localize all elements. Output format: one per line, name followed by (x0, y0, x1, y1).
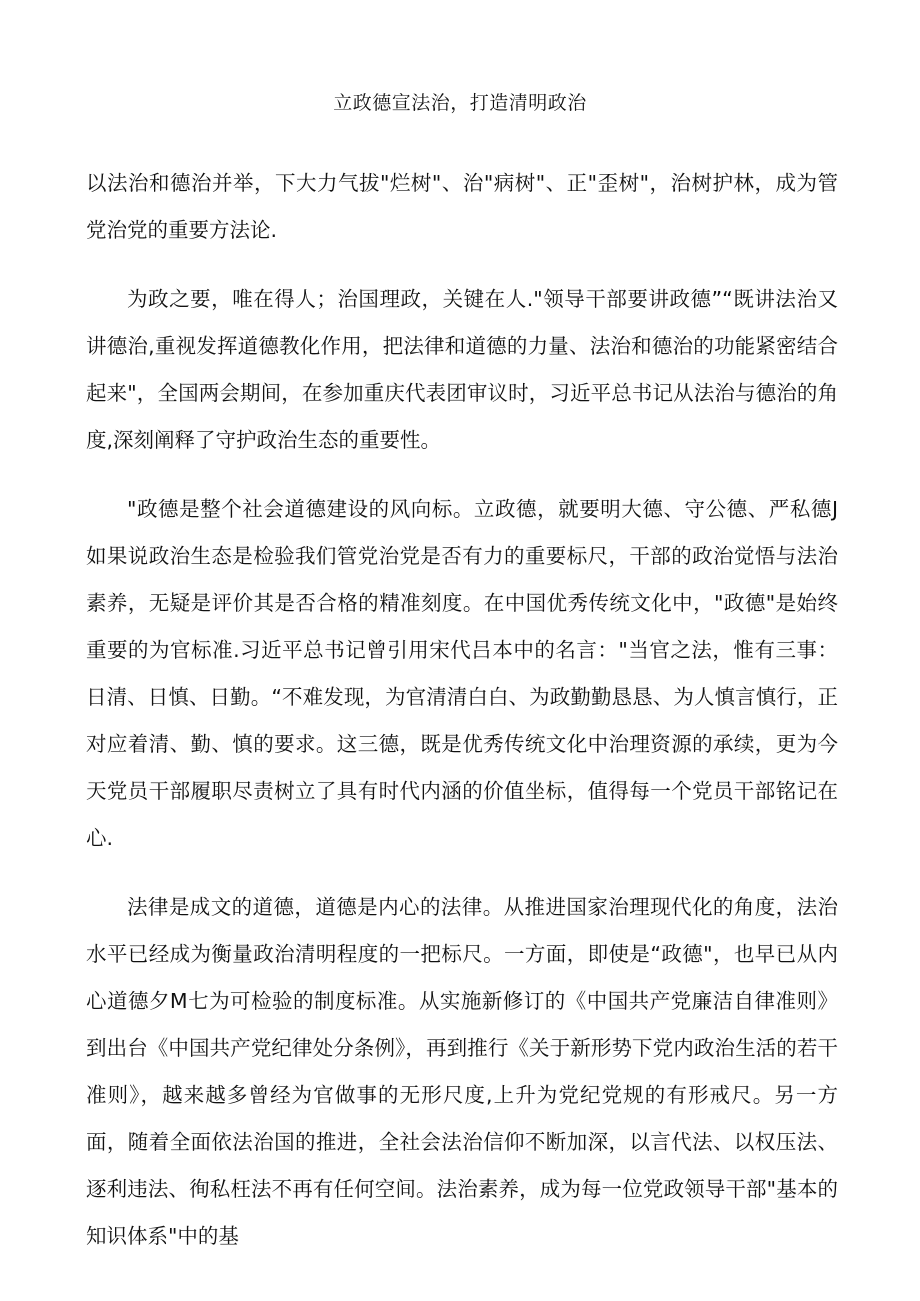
paragraph-1: 以法治和德治并举，下大力气拔"烂树"、治"病树"、正"歪树"，治树护林，成为管党治党的重要方法论. (86, 171, 838, 242)
paragraph-3: "政德是整个社会道德建设的风向标。立政德，就要明大德、守公德、严私德J如果说政治生态是检验我们管党治党是否有力的重要标尺，干部的政治觉悟与法治素养，无疑是评价其是否合格的精准刻度。在中国优秀传统文化中，"政德"是始终重要的为官标准.习近平总书记曾引用宋代吕本中的名言："当官之法，惟有三事：日清、日慎、日勤。“不难发现，为官清清白白、为政勤勤恳恳、为人慎言慎行，正对应着清、勤、慎的要求。这三德，既是优秀传统文化中治理资源的承续，更为今天党员干部履职尽责树立了具有时代内涵的价值坐标，值得每一个党员干部铭记在心. (86, 497, 838, 850)
document-body (86, 160, 838, 1282)
document-title: 立政德宣法治，打造清明政治 (333, 92, 587, 114)
paragraph-2: 为政之要，唯在得人；治国理政，关键在人."领导干部要讲政德”“既讲法治又讲德治,重视发挥道德教化作用，把法律和道德的力量、法治和德治的功能紧密结合起来"，全国两会期间，在参加重庆代表团审议时，习近平总书记从法治与德治的角度,深刻阐释了守护政治生态的重要性。 (86, 287, 838, 452)
paragraph-4: 法律是成文的道德，道德是内心的法律。从推进国家治理现代化的角度，法治水平已经成为衡量政治清明程度的一把标尺。一方面，即使是“政德"，也早已从内心道德夕M七为可检验的制度标准。从实施新修订的《中国共产党廉洁自律准则》到出台《中国共产党纪律处分条例》，再到推行《关于新形势下党内政治生活的若干准则》，越来越多曾经为官做事的无形尺度,上升为党纪党规的有形戒尺。另一方面，随着全面依法治国的推进，全社会法治信仰不断加深，以言代法、以权压法、逐利违法、徇私枉法不再有任何空间。法治素养，成为每一位党政领导干部"基本的知识体系"中的基 (86, 895, 838, 1248)
